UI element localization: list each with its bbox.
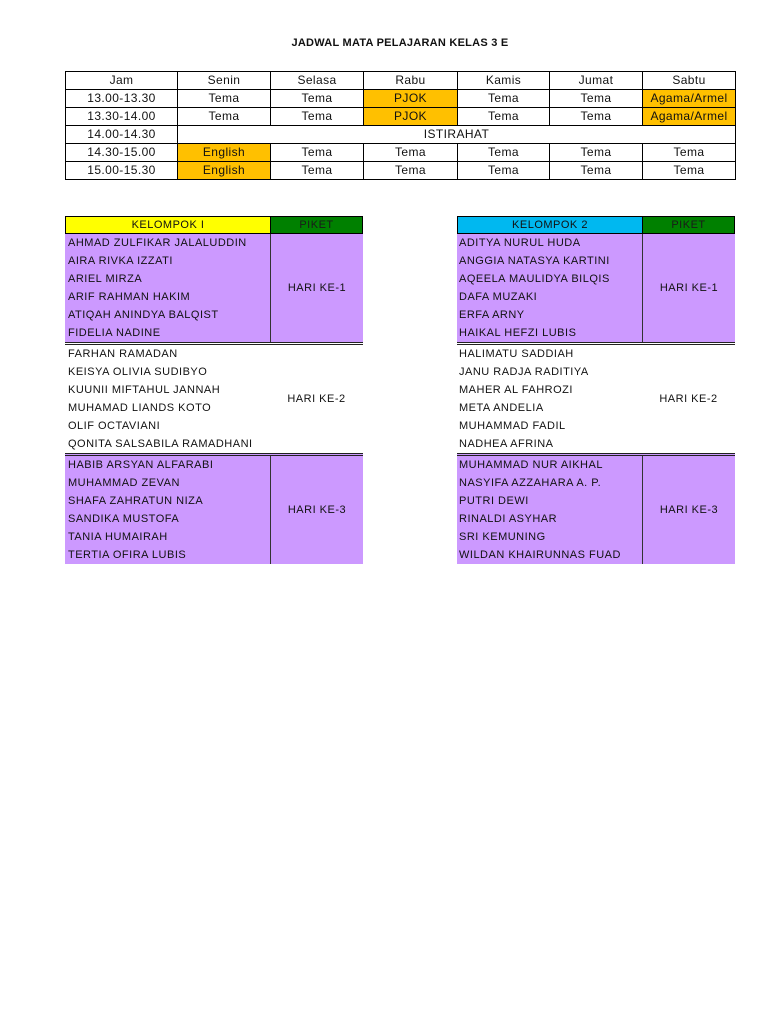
subject-cell: Tema: [271, 90, 364, 108]
subject-cell: Tema: [643, 144, 736, 162]
piket-day: HARI KE-2: [287, 393, 346, 405]
member-list: [457, 345, 642, 453]
jam-header: Jam: [66, 72, 178, 90]
member-name: HABIB ARSYAN ALFARABI: [68, 459, 214, 471]
subject-cell: Tema: [364, 162, 458, 180]
member-name: TANIA HUMAIRAH: [68, 531, 168, 543]
subject-cell-highlighted: English: [178, 144, 271, 162]
day-header-jumat: Jumat: [550, 72, 643, 90]
piket-day: HARI KE-2: [659, 393, 718, 405]
piket-day: HARI KE-3: [270, 456, 363, 564]
page-title: JADWAL MATA PELAJARAN KELAS 3 E: [291, 37, 509, 49]
member-name: META ANDELIA: [459, 402, 544, 414]
kelompok-2-table: [457, 216, 735, 564]
subject-cell: Tema: [178, 90, 271, 108]
piket-group-2: [65, 342, 363, 453]
member-name: ADITYA NURUL HUDA: [459, 237, 581, 249]
member-name: MUHAMMAD ZEVAN: [68, 477, 180, 489]
day-header-rabu: Rabu: [364, 72, 458, 90]
piket-header: PIKET: [642, 216, 735, 234]
member-list: [65, 345, 270, 453]
schedule-row: [66, 144, 736, 162]
schedule-row: [66, 108, 736, 126]
member-name: AIRA RIVKA IZZATI: [68, 255, 173, 267]
kelompok-title: KELOMPOK I: [65, 216, 270, 234]
member-name: JANU RADJA RADITIYA: [459, 366, 589, 378]
kelompok-header-row: [65, 216, 363, 234]
subject-cell: Tema: [458, 90, 550, 108]
subject-cell: Tema: [458, 162, 550, 180]
subject-cell-highlighted: Agama/Armel: [643, 90, 736, 108]
subject-cell: Tema: [271, 162, 364, 180]
member-list: [457, 234, 642, 342]
schedule-header-row: [66, 72, 736, 90]
member-name: QONITA SALSABILA RAMADHANI: [68, 438, 253, 450]
member-list: [457, 456, 642, 564]
member-name: NADHEA AFRINA: [459, 438, 554, 450]
kelompok-1-table: [65, 216, 363, 564]
member-name: ARIF RAHMAN HAKIM: [68, 291, 191, 303]
member-name: FIDELIA NADINE: [68, 327, 161, 339]
member-name: ANGGIA NATASYA KARTINI: [459, 255, 610, 267]
member-name: AHMAD ZULFIKAR JALALUDDIN: [68, 237, 247, 249]
time-cell: 15.00-15.30: [66, 162, 178, 180]
kelompok-header-row: [457, 216, 735, 234]
member-name: FARHAN RAMADAN: [68, 348, 178, 360]
member-name: MUHAMMAD FADIL: [459, 420, 566, 432]
member-list: [65, 234, 270, 342]
piket-day: HARI KE-1: [270, 234, 363, 342]
time-cell: 13.30-14.00: [66, 108, 178, 126]
member-list: [65, 456, 270, 564]
subject-cell-highlighted: Agama/Armel: [643, 108, 736, 126]
piket-day: HARI KE-1: [642, 234, 735, 342]
member-name: OLIF OCTAVIANI: [68, 420, 161, 432]
break-cell: ISTIRAHAT: [178, 126, 736, 144]
member-name: SHAFA ZAHRATUN NIZA: [68, 495, 204, 507]
subject-cell: Tema: [458, 108, 550, 126]
schedule-row: [66, 162, 736, 180]
member-name: KUUNII MIFTAHUL JANNAH: [68, 384, 221, 396]
subject-cell-highlighted: English: [178, 162, 271, 180]
member-name: MUHAMMAD NUR AIKHAL: [459, 459, 603, 471]
subject-cell: Tema: [550, 144, 643, 162]
time-cell: 14.00-14.30: [66, 126, 178, 144]
member-name: ERFA ARNY: [459, 309, 525, 321]
subject-cell: Tema: [364, 144, 458, 162]
subject-cell: Tema: [178, 108, 271, 126]
subject-cell: Tema: [550, 162, 643, 180]
subject-cell: Tema: [458, 144, 550, 162]
member-name: MAHER AL FAHROZI: [459, 384, 573, 396]
schedule-row-break: [66, 126, 736, 144]
piket-header: PIKET: [270, 216, 363, 234]
member-name: DAFA MUZAKI: [459, 291, 538, 303]
day-header-senin: Senin: [178, 72, 271, 90]
member-name: AQEELA MAULIDYA BILQIS: [459, 273, 610, 285]
subject-cell: Tema: [271, 144, 364, 162]
piket-group-3: [65, 453, 363, 564]
piket-day: HARI KE-3: [642, 456, 735, 564]
member-name: MUHAMAD LIANDS KOTO: [68, 402, 212, 414]
day-header-sabtu: Sabtu: [643, 72, 736, 90]
schedule-row: [66, 90, 736, 108]
kelompok-title: KELOMPOK 2: [457, 216, 642, 234]
piket-group-3: [457, 453, 735, 564]
subject-cell-highlighted: PJOK: [364, 90, 458, 108]
piket-group-1: [65, 234, 363, 342]
member-name: SRI KEMUNING: [459, 531, 546, 543]
subject-cell: Tema: [643, 162, 736, 180]
time-cell: 13.00-13.30: [66, 90, 178, 108]
subject-cell-highlighted: PJOK: [364, 108, 458, 126]
schedule-table: [65, 71, 736, 180]
member-name: HALIMATU SADDIAH: [459, 348, 574, 360]
day-header-kamis: Kamis: [458, 72, 550, 90]
piket-group-1: [457, 234, 735, 342]
member-name: ATIQAH ANINDYA BALQIST: [68, 309, 219, 321]
member-name: ARIEL MIRZA: [68, 273, 143, 285]
day-header-selasa: Selasa: [271, 72, 364, 90]
subject-cell: Tema: [550, 108, 643, 126]
subject-cell: Tema: [550, 90, 643, 108]
member-name: PUTRI DEWI: [459, 495, 529, 507]
member-name: NASYIFA AZZAHARA A. P.: [459, 477, 602, 489]
time-cell: 14.30-15.00: [66, 144, 178, 162]
member-name: RINALDI ASYHAR: [459, 513, 558, 525]
member-name: SANDIKA MUSTOFA: [68, 513, 180, 525]
subject-cell: Tema: [271, 108, 364, 126]
member-name: TERTIA OFIRA LUBIS: [68, 549, 187, 561]
member-name: WILDAN KHAIRUNNAS FUAD: [459, 549, 621, 561]
member-name: KEISYA OLIVIA SUDIBYO: [68, 366, 208, 378]
member-name: HAIKAL HEFZI LUBIS: [459, 327, 577, 339]
piket-group-2: [457, 342, 735, 453]
